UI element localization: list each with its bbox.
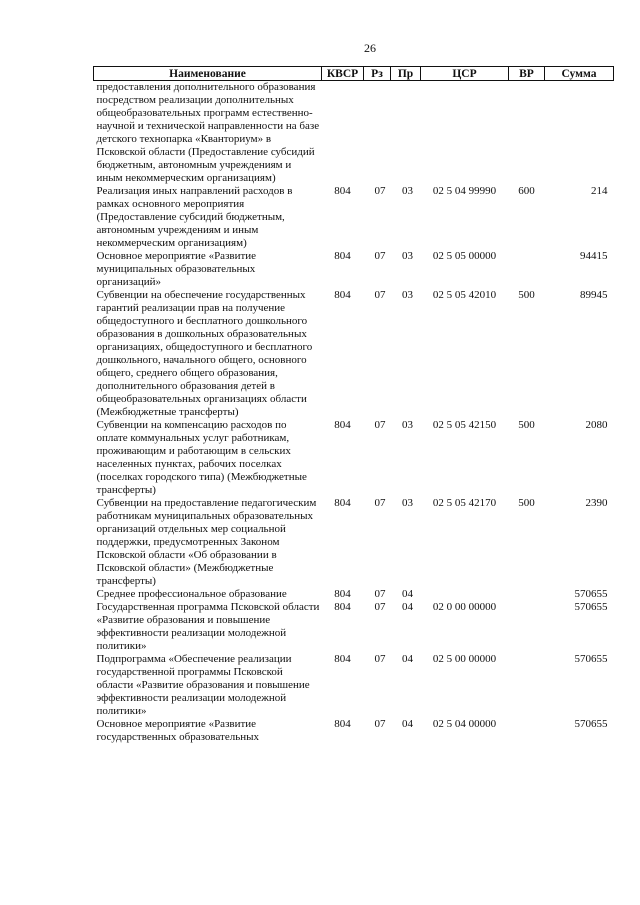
- cell-pr: 03: [402, 497, 413, 509]
- header-sum: Сумма: [545, 67, 614, 81]
- cell-vr: 500: [518, 289, 535, 301]
- cell-name: Государственная программа Псковской области «Развитие образования и повышение эффективности реализации молодежной политики»: [96, 601, 320, 652]
- cell-vr: 600: [518, 185, 535, 197]
- cell-csr: 02 5 04 00000: [432, 718, 497, 730]
- cell-vr: [509, 718, 545, 744]
- header-kvsr: КВСР: [322, 67, 364, 81]
- cell-rz: 07: [374, 185, 386, 197]
- cell-rz: 07: [374, 718, 386, 730]
- cell-sum: 570655: [574, 718, 608, 730]
- table-row: [94, 250, 614, 289]
- cell-csr: 02 5 05 42150: [432, 419, 497, 431]
- cell-kvsr: [322, 81, 364, 186]
- cell-sum: 214: [591, 185, 608, 197]
- cell-rz: [364, 81, 391, 186]
- header-vr: ВР: [509, 67, 545, 81]
- cell-vr: [509, 81, 545, 186]
- header-name: Наименование: [94, 67, 322, 81]
- cell-kvsr: 804: [334, 497, 351, 509]
- cell-kvsr: 804: [334, 718, 351, 730]
- cell-name: Субвенции на обеспечение государственных гарантий реализации прав на получение общедоступного и бесплатного дошкольного образования в дошкольных образовательных организациях, общедоступного и бесплатного дошкольного, начального общего, основного общего, среднего общего образования, дополнительного образования детей в общеобразовательных организациях области (Межбюджетные трансферты): [96, 289, 313, 418]
- cell-vr: [509, 250, 545, 289]
- cell-kvsr: 804: [334, 250, 351, 262]
- cell-csr: 02 5 05 42010: [432, 289, 497, 301]
- cell-vr: 500: [518, 419, 535, 431]
- cell-csr: 02 5 05 00000: [432, 250, 497, 262]
- cell-csr: 02 0 00 00000: [432, 601, 497, 613]
- cell-sum: [545, 81, 614, 186]
- cell-rz: 07: [374, 497, 386, 509]
- cell-kvsr: 804: [334, 185, 351, 197]
- cell-sum: 2080: [585, 419, 608, 431]
- cell-name: Подпрограмма «Обеспечение реализации государственной программы Псковской области «Развитие образования и повышение эффективности реализации молодежной политики»: [96, 653, 310, 717]
- cell-kvsr: 804: [334, 588, 351, 600]
- header-csr: ЦСР: [421, 67, 509, 81]
- cell-name: Субвенции на компенсацию расходов по оплате коммунальных услуг работникам, проживающим и работающим в сельских населенных пунктах, рабочих поселках (поселках городского типа) (Межбюджетные трансферты): [96, 419, 307, 496]
- cell-vr: 500: [518, 497, 535, 509]
- table-row: [94, 653, 614, 718]
- cell-csr: [421, 588, 509, 601]
- table-body: [94, 81, 614, 745]
- cell-rz: 07: [374, 588, 386, 600]
- cell-sum: 570655: [574, 653, 608, 665]
- table-row: [94, 601, 614, 653]
- page-number: 26: [364, 41, 376, 55]
- cell-pr: 04: [402, 601, 413, 613]
- cell-vr: [509, 601, 545, 653]
- table-row: [94, 588, 614, 601]
- cell-csr: 02 5 04 99990: [432, 185, 497, 197]
- cell-pr: 03: [402, 185, 413, 197]
- cell-kvsr: 804: [334, 601, 351, 613]
- cell-csr: 02 5 05 42170: [432, 497, 497, 509]
- cell-csr: [421, 81, 509, 186]
- cell-pr: [391, 81, 421, 186]
- header-rz: Рз: [364, 67, 391, 81]
- cell-name: Реализация иных направлений расходов в рамках основного мероприятия (Предоставление субсидий бюджетным, автономным учреждениям и иным некоммерческим организациям): [96, 185, 293, 249]
- table-header: [94, 67, 614, 81]
- header-row: [94, 67, 614, 81]
- cell-rz: 07: [374, 419, 386, 431]
- cell-rz: 07: [374, 289, 386, 301]
- cell-pr: 04: [402, 588, 413, 600]
- table-row: [94, 419, 614, 497]
- cell-kvsr: 804: [334, 289, 351, 301]
- table-row: [94, 718, 614, 744]
- cell-kvsr: 804: [334, 653, 351, 665]
- cell-kvsr: 804: [334, 419, 351, 431]
- cell-name: предоставления дополнительного образования посредством реализации дополнительных общеобразовательных программ естественно-научной и технической направленности на базе детского технопарка «Кванториум» в Псковской области (Предоставление субсидий бюджетным, автономным учреждениям и иным некоммерческим организациям): [96, 81, 320, 184]
- cell-csr: 02 5 00 00000: [432, 653, 497, 665]
- cell-pr: 04: [402, 653, 413, 665]
- cell-rz: 07: [374, 653, 386, 665]
- budget-table: [93, 66, 614, 744]
- cell-name: Основное мероприятие «Развитие муниципальных образовательных организаций»: [96, 250, 257, 288]
- cell-rz: 07: [374, 250, 386, 262]
- header-pr: Пр: [391, 67, 421, 81]
- table-row: [94, 289, 614, 419]
- cell-vr: [509, 653, 545, 718]
- cell-vr: [509, 588, 545, 601]
- cell-sum: 570655: [574, 601, 608, 613]
- cell-name: Субвенции на предоставление педагогическим работникам муниципальных образовательных организаций отдельных мер социальной поддержки, предусмотренных Законом Псковской области «Об образовании в Псковской области» (Межбюджетные трансферты): [96, 497, 317, 587]
- cell-pr: 04: [402, 718, 413, 730]
- table-row: [94, 185, 614, 250]
- table-row: [94, 497, 614, 588]
- cell-rz: 07: [374, 601, 386, 613]
- cell-name: Основное мероприятие «Развитие государственных образовательных: [96, 718, 260, 743]
- cell-pr: 03: [402, 419, 413, 431]
- cell-pr: 03: [402, 250, 413, 262]
- cell-sum: 89945: [580, 289, 608, 301]
- cell-pr: 03: [402, 289, 413, 301]
- cell-sum: 94415: [580, 250, 608, 262]
- cell-name: Среднее профессиональное образование: [96, 588, 287, 600]
- cell-sum: 570655: [574, 588, 608, 600]
- cell-sum: 2390: [585, 497, 608, 509]
- table-row: [94, 81, 614, 186]
